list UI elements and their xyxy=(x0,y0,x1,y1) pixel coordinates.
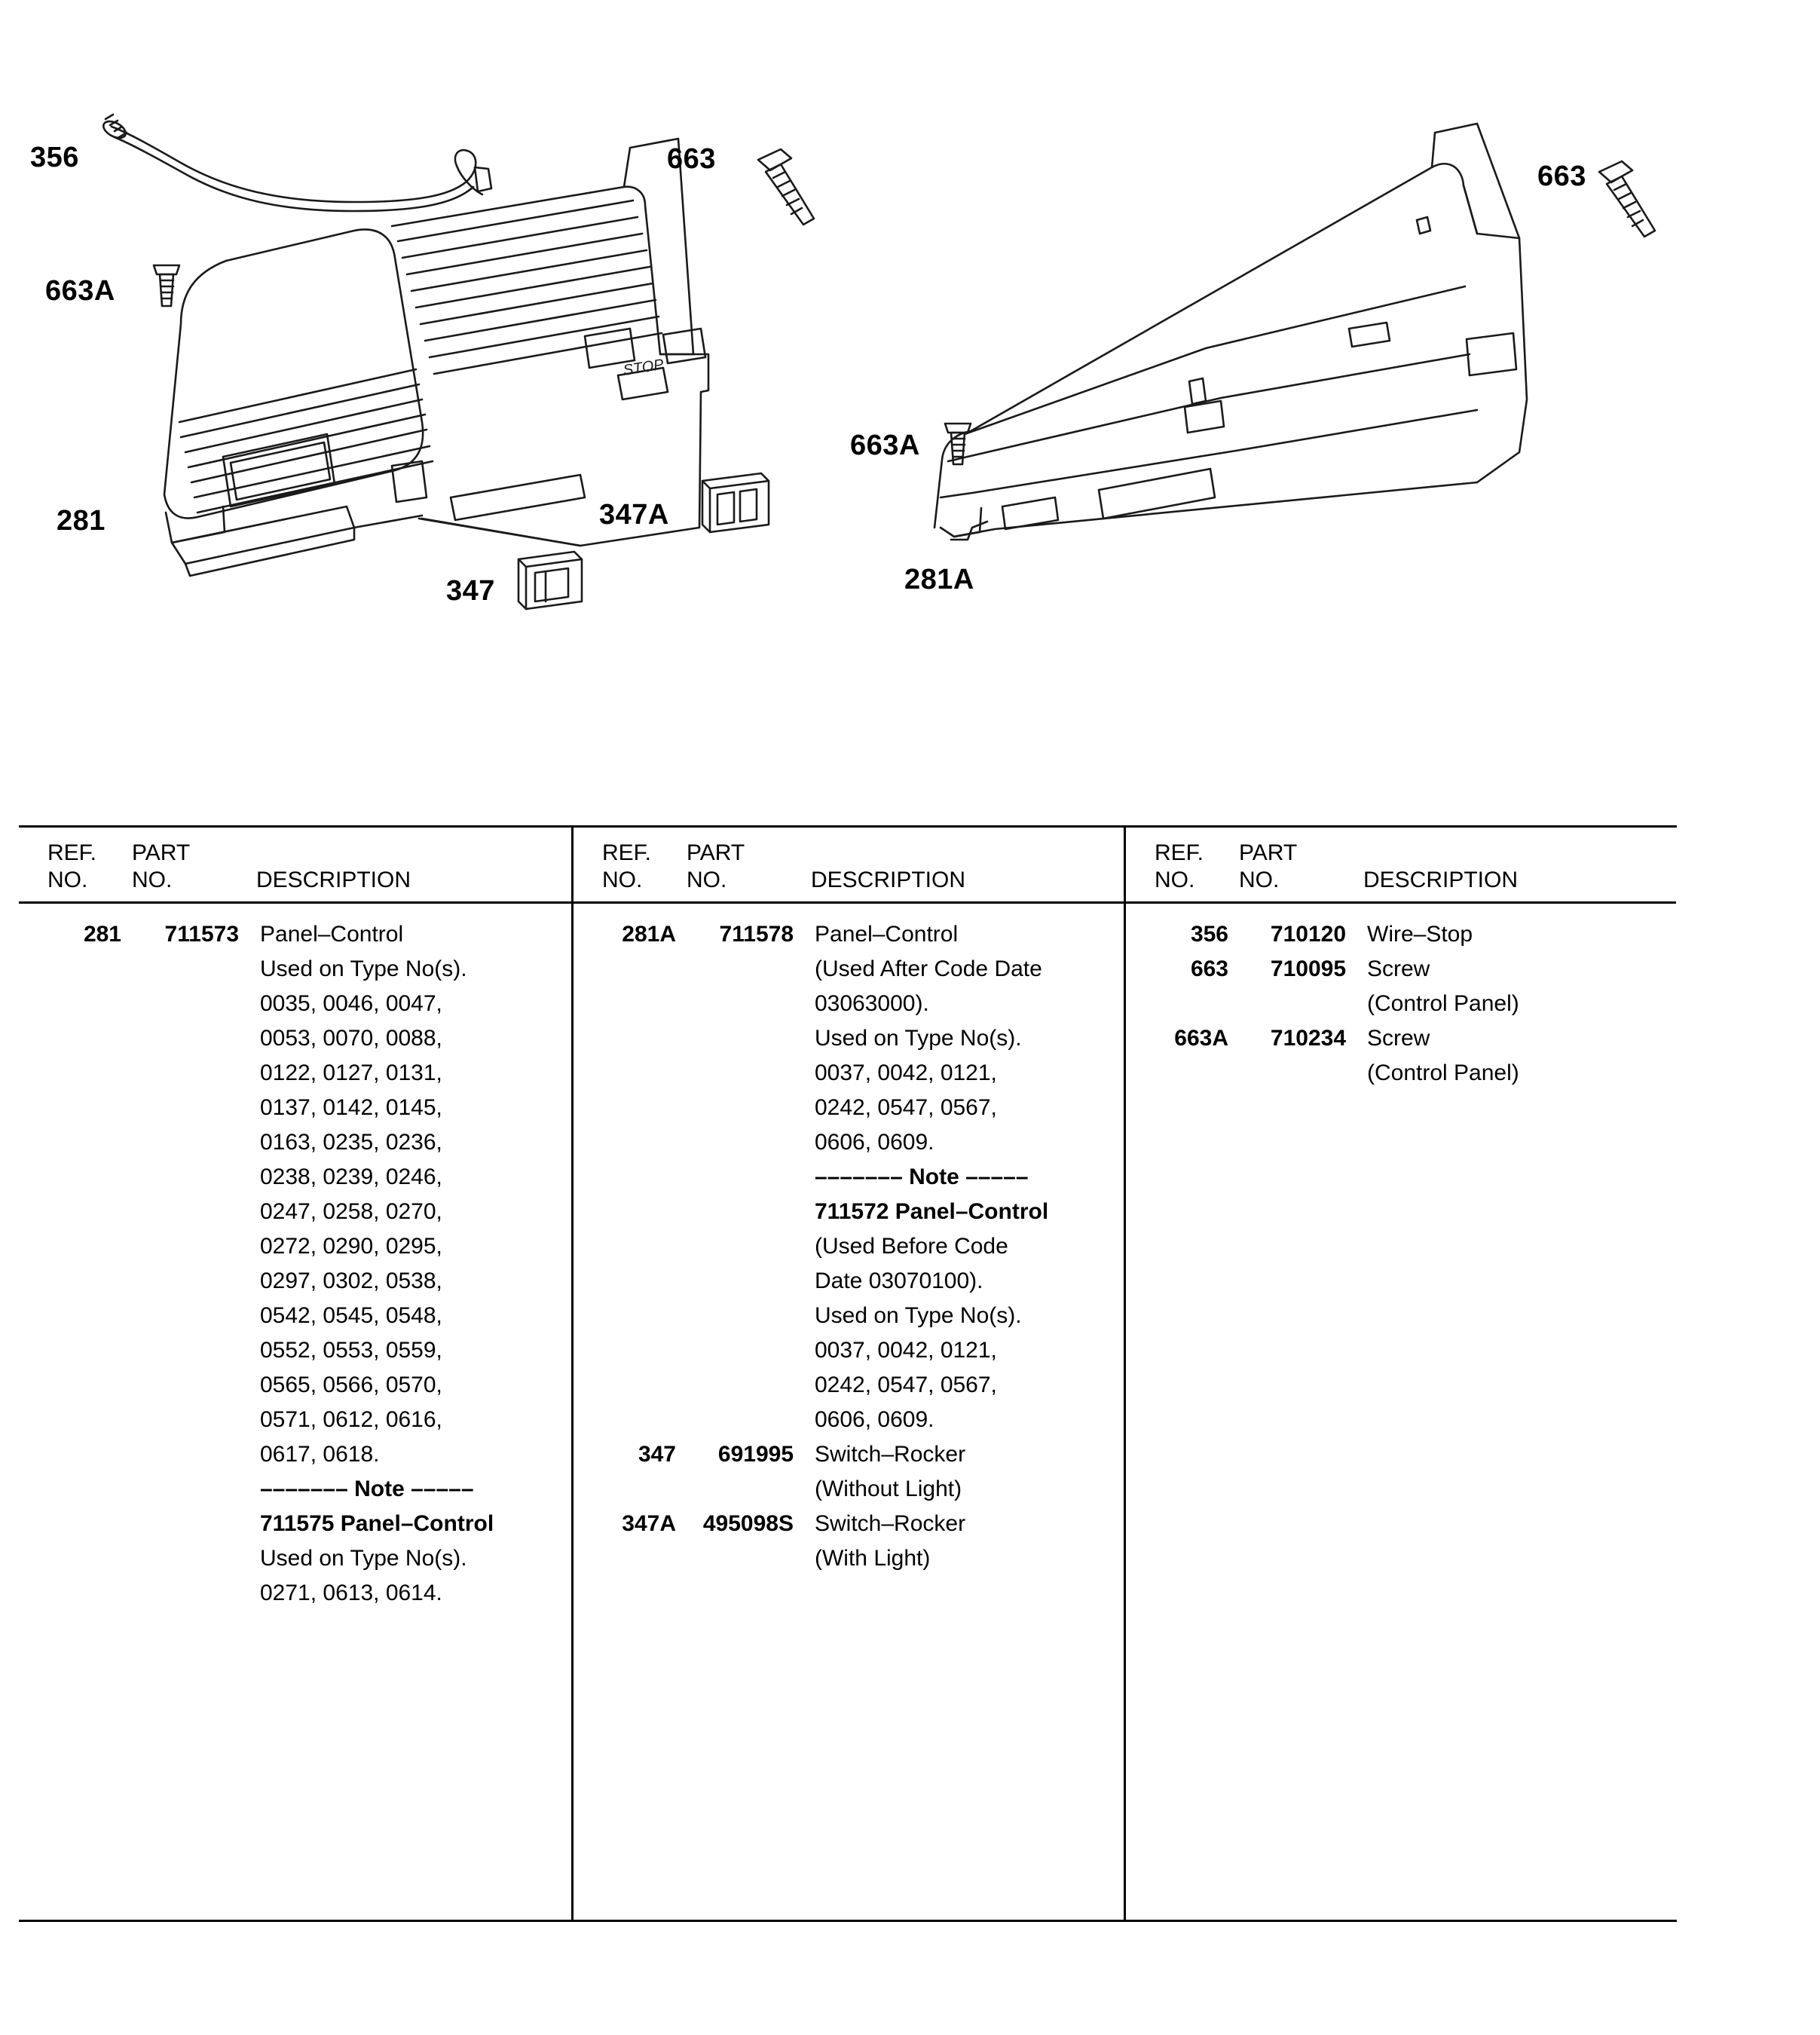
desc-line: 0606, 0609. xyxy=(815,1407,934,1432)
cell-ref: 663A xyxy=(1174,1026,1228,1051)
cell-part: 691995 xyxy=(717,1442,794,1467)
header-part-line2: NO. xyxy=(132,868,173,892)
header-part-line1: PART xyxy=(687,840,745,865)
callout-347: 347 xyxy=(446,575,495,607)
desc-line-partnote: 711575 Panel–Control xyxy=(260,1511,494,1536)
parts-column-3 xyxy=(1124,828,1676,1920)
callout-663-left: 663 xyxy=(667,143,716,175)
desc-line: 0163, 0235, 0236, xyxy=(260,1130,442,1155)
header-part xyxy=(132,840,241,894)
desc-line: 0037, 0042, 0121, xyxy=(815,1338,997,1363)
desc-line: 0617, 0618. xyxy=(260,1442,380,1467)
callout-356: 356 xyxy=(30,142,79,173)
desc-line: 0238, 0239, 0246, xyxy=(260,1164,442,1189)
callout-281: 281 xyxy=(57,505,106,537)
desc-line: Date 03070100). xyxy=(815,1268,983,1293)
header-part-line1: PART xyxy=(132,840,191,865)
desc-line: (Control Panel) xyxy=(1367,1060,1519,1085)
column-3-rows xyxy=(1126,904,1676,1920)
cell-description xyxy=(1352,917,1676,952)
cell-part: 495098S xyxy=(702,1511,794,1536)
table-row xyxy=(19,917,571,1611)
desc-line: 0037, 0042, 0121, xyxy=(815,1060,997,1085)
cell-description xyxy=(800,1437,1124,1507)
header-description-label: DESCRIPTION xyxy=(811,868,966,892)
header-ref xyxy=(574,840,687,894)
desc-line: (Used After Code Date xyxy=(815,956,1042,981)
cell-part: 710234 xyxy=(1270,1026,1346,1051)
header-ref-line1: REF. xyxy=(47,840,97,865)
cell-part: 710120 xyxy=(1270,922,1346,947)
desc-line: Switch–Rocker xyxy=(815,1511,966,1536)
callout-347a: 347A xyxy=(599,499,669,531)
desc-line: Panel–Control xyxy=(260,922,404,947)
column-1-rows xyxy=(19,904,571,1920)
callout-663a-left: 663A xyxy=(45,275,115,307)
header-description xyxy=(241,840,571,894)
desc-line: 0242, 0547, 0567, xyxy=(815,1372,997,1397)
table-row xyxy=(1126,1021,1676,1091)
cell-ref: 281 xyxy=(83,922,121,947)
column-header xyxy=(1126,828,1676,904)
cell-part: 710095 xyxy=(1270,956,1346,981)
header-part-line2: NO. xyxy=(1239,868,1280,892)
parts-list-table xyxy=(19,825,1677,1922)
header-description-label: DESCRIPTION xyxy=(1363,868,1519,892)
desc-line: 0247, 0258, 0270, xyxy=(260,1199,442,1224)
desc-line: 0053, 0070, 0088, xyxy=(260,1026,442,1051)
desc-line: 0271, 0613, 0614. xyxy=(260,1581,442,1605)
desc-line: Used on Type No(s). xyxy=(260,1546,467,1571)
desc-line-partnote: 711572 Panel–Control xyxy=(815,1199,1049,1224)
desc-line: Screw xyxy=(1367,956,1430,981)
desc-line: (Without Light) xyxy=(815,1477,962,1501)
parts-column-2 xyxy=(571,828,1124,1920)
desc-line: 0571, 0612, 0616, xyxy=(260,1407,442,1432)
desc-line: 0552, 0553, 0559, xyxy=(260,1338,442,1363)
table-row xyxy=(574,1507,1124,1576)
cell-description xyxy=(800,1507,1124,1576)
desc-line-note: ––––––– Note ––––– xyxy=(260,1477,474,1501)
callout-281a: 281A xyxy=(904,564,974,595)
cell-description xyxy=(800,917,1124,1437)
header-ref-line2: NO. xyxy=(47,868,88,892)
screw-663a-left xyxy=(154,265,179,306)
screw-663-left xyxy=(758,149,814,225)
parts-illustration xyxy=(0,0,1820,754)
desc-line: Used on Type No(s). xyxy=(260,956,467,981)
desc-line: Used on Type No(s). xyxy=(815,1026,1022,1051)
cell-description xyxy=(245,917,571,1611)
header-part-line1: PART xyxy=(1239,840,1298,865)
cell-description xyxy=(1352,1021,1676,1091)
desc-line: 03063000). xyxy=(815,991,929,1016)
desc-line: Panel–Control xyxy=(815,922,959,947)
table-row xyxy=(1126,952,1676,1021)
desc-line: Used on Type No(s). xyxy=(815,1303,1022,1328)
cell-ref: 347 xyxy=(638,1442,676,1467)
switch-rocker-347a xyxy=(702,473,769,532)
header-description-label: DESCRIPTION xyxy=(256,868,411,892)
desc-line-note: ––––––– Note ––––– xyxy=(815,1164,1029,1189)
header-description xyxy=(1348,840,1676,894)
cell-ref: 663 xyxy=(1190,956,1228,981)
desc-line: 0606, 0609. xyxy=(815,1130,934,1155)
header-ref-line1: REF. xyxy=(602,840,652,865)
cell-description xyxy=(1352,952,1676,1021)
header-part-line2: NO. xyxy=(687,868,727,892)
cell-part: 711573 xyxy=(164,922,239,947)
stop-label: STOP xyxy=(622,356,665,379)
desc-line: Screw xyxy=(1367,1026,1430,1051)
desc-line: (Used Before Code xyxy=(815,1234,1008,1259)
desc-line: 0565, 0566, 0570, xyxy=(260,1372,442,1397)
cell-ref: 281A xyxy=(622,922,676,947)
header-description xyxy=(796,840,1124,894)
header-ref xyxy=(1126,840,1239,894)
desc-line: 0542, 0545, 0548, xyxy=(260,1303,442,1328)
header-ref-line1: REF. xyxy=(1155,840,1204,865)
exploded-view-drawing xyxy=(0,0,1820,754)
desc-line: 0035, 0046, 0047, xyxy=(260,991,442,1016)
header-part xyxy=(1239,840,1348,894)
desc-line: Wire–Stop xyxy=(1367,922,1473,947)
column-2-rows xyxy=(574,904,1124,1920)
parts-column-1 xyxy=(19,828,571,1920)
desc-line: 0297, 0302, 0538, xyxy=(260,1268,442,1293)
header-ref-line2: NO. xyxy=(602,868,643,892)
desc-line: 0242, 0547, 0567, xyxy=(815,1095,997,1120)
cell-part: 711578 xyxy=(719,922,794,947)
desc-line: (Control Panel) xyxy=(1367,991,1519,1016)
cell-ref: 347A xyxy=(622,1511,676,1536)
header-part xyxy=(687,840,796,894)
switch-rocker-347 xyxy=(518,552,582,609)
table-row xyxy=(574,917,1124,1437)
callout-663-right: 663 xyxy=(1537,161,1586,192)
desc-line: 0137, 0142, 0145, xyxy=(260,1095,442,1120)
header-ref-line2: NO. xyxy=(1155,868,1195,892)
screw-663-right xyxy=(1599,161,1655,237)
cell-ref: 356 xyxy=(1190,922,1228,947)
control-panel-281a xyxy=(934,124,1527,540)
desc-line: Switch–Rocker xyxy=(815,1442,966,1467)
table-row xyxy=(574,1437,1124,1507)
wire-stop-part xyxy=(101,115,491,211)
column-header xyxy=(574,828,1124,904)
desc-line: 0272, 0290, 0295, xyxy=(260,1234,442,1259)
column-header xyxy=(19,828,571,904)
callout-663a-right: 663A xyxy=(850,430,920,461)
desc-line: (With Light) xyxy=(815,1546,931,1571)
header-ref xyxy=(19,840,132,894)
desc-line: 0122, 0127, 0131, xyxy=(260,1060,442,1085)
table-row xyxy=(1126,917,1676,952)
